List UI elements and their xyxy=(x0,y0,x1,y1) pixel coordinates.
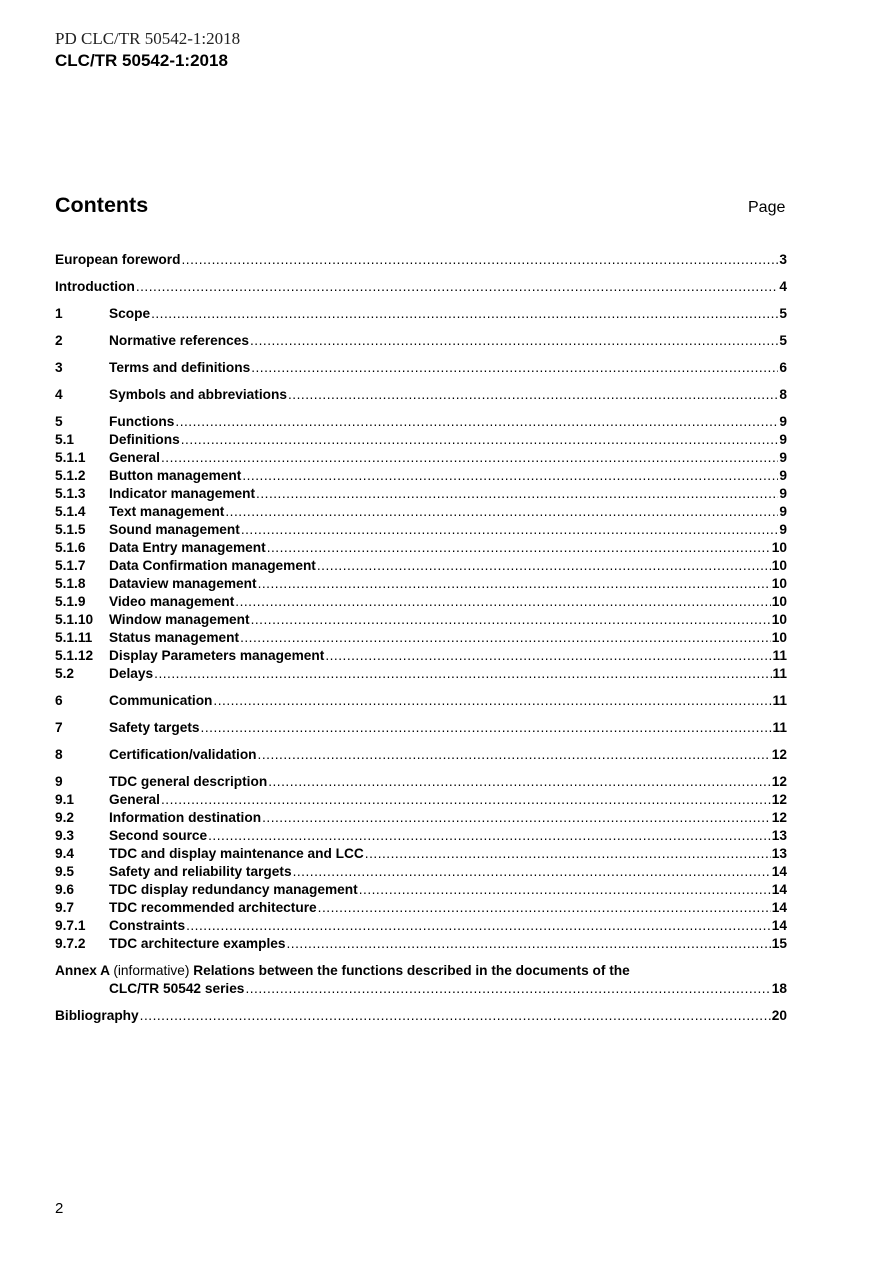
toc-entry-number: 5.1.2 xyxy=(55,468,86,483)
toc-entry-title: Normative references xyxy=(109,333,249,348)
toc-entry-number: 5 xyxy=(55,414,63,429)
toc-entry-page-number: 3 xyxy=(779,252,787,267)
toc-entry-page-number: 10 xyxy=(771,612,787,627)
toc-entry-page-number: 9 xyxy=(779,486,787,501)
toc-entry-number: 5.1.11 xyxy=(55,630,93,645)
toc-entry-title: Definitions xyxy=(109,432,180,447)
toc-entry xyxy=(55,332,787,350)
toc-entry xyxy=(55,899,787,917)
toc-entry xyxy=(55,557,787,575)
toc-entry-number: 9.4 xyxy=(55,846,75,861)
toc-entry-page-number: 14 xyxy=(771,918,787,933)
toc-entry-number: 5.1.5 xyxy=(55,522,86,537)
header-standard-id: CLC/TR 50542-1:2018 xyxy=(55,51,228,70)
toc-entry-page-number: 13 xyxy=(771,846,787,861)
toc-entry-page-number: 6 xyxy=(779,360,787,375)
bibliography-title: Bibliography xyxy=(55,1008,139,1023)
dot-leader xyxy=(256,485,778,503)
toc-entry-title: Sound management xyxy=(109,522,240,537)
toc-entry xyxy=(55,629,787,647)
annex-title-line2: CLC/TR 50542 series xyxy=(109,981,245,996)
toc-entry-page-number: 12 xyxy=(771,774,787,789)
toc-entry xyxy=(55,413,787,431)
dot-leader xyxy=(213,692,771,710)
dot-leader xyxy=(181,251,778,269)
dot-leader xyxy=(201,719,772,737)
toc-entry xyxy=(55,359,787,377)
toc-entry-title: TDC architecture examples xyxy=(109,936,286,951)
annex-label: Annex A xyxy=(55,963,110,978)
toc-entry-number: 5.1.6 xyxy=(55,540,86,555)
toc-entry-page-number: 11 xyxy=(772,693,787,708)
toc-entry xyxy=(55,791,787,809)
toc-entry-page-number: 9 xyxy=(779,450,787,465)
toc-entry-title: Second source xyxy=(109,828,208,843)
dot-leader xyxy=(258,575,771,593)
toc-entry-title: European foreword xyxy=(55,252,181,267)
toc-entry xyxy=(55,692,787,710)
toc-entry xyxy=(55,575,787,593)
toc-entry xyxy=(55,521,787,539)
dot-leader xyxy=(287,935,771,953)
toc-entry xyxy=(55,845,787,863)
dot-leader xyxy=(318,899,771,917)
dot-leader xyxy=(151,305,778,323)
toc-entry-title: Button management xyxy=(109,468,242,483)
toc-entry-page-number: 14 xyxy=(771,900,787,915)
page-column-label: Page xyxy=(748,199,786,216)
toc-entry-title: TDC and display maintenance and LCC xyxy=(109,846,364,861)
toc-entry xyxy=(55,251,787,269)
toc-entry-page-number: 12 xyxy=(771,747,787,762)
toc-entry-number: 5.1.9 xyxy=(55,594,86,609)
toc-entry-number: 9.7 xyxy=(55,900,75,915)
toc-entry-title: General xyxy=(109,792,160,807)
dot-leader xyxy=(250,332,778,350)
toc-entry-title: Display Parameters management xyxy=(109,648,325,663)
dot-leader xyxy=(359,881,771,899)
toc-entry-page-number: 12 xyxy=(771,810,787,825)
toc-entry-number: 4 xyxy=(55,387,63,402)
toc-entry-page-number: 10 xyxy=(771,576,787,591)
toc-annex-line1 xyxy=(55,962,630,980)
toc-entry-page-number: 9 xyxy=(779,504,787,519)
toc-entry-number: 9.5 xyxy=(55,864,75,879)
dot-leader xyxy=(317,557,771,575)
dot-leader xyxy=(181,431,779,449)
dot-leader xyxy=(208,827,771,845)
toc-entry-number: 9.1 xyxy=(55,792,75,807)
toc-entry-title: General xyxy=(109,450,160,465)
toc-entry-page-number: 15 xyxy=(771,936,787,951)
dot-leader xyxy=(140,1007,771,1025)
annex-title-line1: Relations between the functions described in the documents of the xyxy=(193,963,630,978)
toc-entry-number: 9.3 xyxy=(55,828,75,843)
toc-entry-title: Information destination xyxy=(109,810,262,825)
annex-qualifier: (informative) xyxy=(113,963,190,978)
toc-entry xyxy=(55,431,787,449)
header-document-id: PD CLC/TR 50542-1:2018 xyxy=(55,29,241,48)
toc-entry-title: Communication xyxy=(109,693,213,708)
toc-entry xyxy=(55,485,787,503)
toc-entry-title: Certification/validation xyxy=(109,747,257,762)
dot-leader xyxy=(262,809,771,827)
toc-entry xyxy=(55,278,787,296)
dot-leader xyxy=(161,791,771,809)
toc-entry xyxy=(55,935,787,953)
toc-entry-page-number: 9 xyxy=(779,414,787,429)
toc-entry-page-number: 11 xyxy=(772,666,787,681)
toc-entry xyxy=(55,539,787,557)
dot-leader xyxy=(235,593,771,611)
toc-entry-title: TDC general description xyxy=(109,774,268,789)
toc-entry xyxy=(55,467,787,485)
toc-entry-number: 2 xyxy=(55,333,63,348)
toc-entry-number: 5.1 xyxy=(55,432,75,447)
toc-entry-number: 6 xyxy=(55,693,63,708)
toc-entry-number: 9 xyxy=(55,774,63,789)
toc-entry-title: Safety targets xyxy=(109,720,200,735)
toc-entry-page-number: 8 xyxy=(779,387,787,402)
toc-entry-page-number: 5 xyxy=(779,333,787,348)
dot-leader xyxy=(240,629,771,647)
toc-entry xyxy=(55,647,787,665)
toc-entry-number: 1 xyxy=(55,306,63,321)
toc-entry-number: 5.2 xyxy=(55,666,75,681)
dot-leader xyxy=(225,503,778,521)
dot-leader xyxy=(251,359,778,377)
toc-entry-number: 8 xyxy=(55,747,63,762)
toc-entry-page-number: 9 xyxy=(779,468,787,483)
toc-entry-title: Symbols and abbreviations xyxy=(109,387,287,402)
toc-entry xyxy=(55,593,787,611)
dot-leader xyxy=(241,521,779,539)
dot-leader xyxy=(175,413,778,431)
toc-entry xyxy=(55,305,787,323)
toc-entry xyxy=(55,386,787,404)
toc-entry-page-number: 4 xyxy=(779,279,787,294)
toc-entry-number: 5.1.8 xyxy=(55,576,86,591)
toc-entry-number: 5.1.10 xyxy=(55,612,94,627)
toc-entry-title: Scope xyxy=(109,306,151,321)
toc-entry xyxy=(55,503,787,521)
toc-entry-page-number: 9 xyxy=(779,432,787,447)
dot-leader xyxy=(251,611,771,629)
toc-entry-page-number: 5 xyxy=(779,306,787,321)
toc-entry xyxy=(55,611,787,629)
toc-entry xyxy=(55,773,787,791)
toc-entry-number: 9.6 xyxy=(55,882,75,897)
toc-entry-number: 5.1.3 xyxy=(55,486,86,501)
toc-entry-number: 3 xyxy=(55,360,63,375)
dot-leader xyxy=(268,773,771,791)
dot-leader xyxy=(154,665,771,683)
toc-entry-page-number: 11 xyxy=(772,720,787,735)
dot-leader xyxy=(293,863,771,881)
toc-entry xyxy=(55,827,787,845)
toc-entry xyxy=(55,863,787,881)
dot-leader xyxy=(136,278,779,296)
toc-entry-page-number: 10 xyxy=(771,540,787,555)
toc-entry-title: Introduction xyxy=(55,279,135,294)
dot-leader xyxy=(288,386,778,404)
dot-leader xyxy=(267,539,771,557)
toc-entry xyxy=(55,881,787,899)
toc-entry-number: 9.2 xyxy=(55,810,75,825)
toc-entry-title: Video management xyxy=(109,594,235,609)
toc-entry-title: Data Entry management xyxy=(109,540,266,555)
toc-entry-title: Data Confirmation management xyxy=(109,558,316,573)
page-title: Contents xyxy=(55,193,149,217)
toc-entry-number: 5.1.4 xyxy=(55,504,86,519)
toc-entry-title: Dataview management xyxy=(109,576,257,591)
toc-entry-page-number: 10 xyxy=(771,594,787,609)
toc-entry-page-number: 14 xyxy=(771,864,787,879)
toc-entry-page-number: 14 xyxy=(771,882,787,897)
toc-entry-page-number: 9 xyxy=(779,522,787,537)
toc-entry xyxy=(55,449,787,467)
toc-entry-title: Terms and definitions xyxy=(109,360,251,375)
toc-entry-number: 5.1.7 xyxy=(55,558,86,573)
toc-entry-title: Status management xyxy=(109,630,240,645)
dot-leader xyxy=(365,845,771,863)
dot-leader xyxy=(258,746,771,764)
dot-leader xyxy=(186,917,771,935)
toc-entry-page-number: 10 xyxy=(771,558,787,573)
page-number: 2 xyxy=(55,1200,64,1217)
toc-entry-title: Delays xyxy=(109,666,154,681)
toc-entry-number: 9.7.2 xyxy=(55,936,86,951)
toc-entry xyxy=(55,917,787,935)
toc-entry-page-number: 13 xyxy=(771,828,787,843)
toc-entry-title: Indicator management xyxy=(109,486,256,501)
dot-leader xyxy=(242,467,778,485)
toc-entry-number: 7 xyxy=(55,720,63,735)
toc-entry-title: TDC recommended architecture xyxy=(109,900,317,915)
toc-entry xyxy=(55,746,787,764)
dot-leader xyxy=(161,449,778,467)
toc-entry-title: Functions xyxy=(109,414,175,429)
toc-entry xyxy=(55,665,787,683)
bibliography-page-number: 20 xyxy=(771,1008,787,1023)
toc-entry-title: TDC display redundancy management xyxy=(109,882,358,897)
toc-entry-title: Window management xyxy=(109,612,250,627)
toc-entry xyxy=(55,809,787,827)
toc-entry-page-number: 12 xyxy=(771,792,787,807)
toc-entry-bibliography xyxy=(55,1007,787,1025)
dot-leader xyxy=(245,980,770,998)
toc-entry xyxy=(55,719,787,737)
toc-entry-title: Safety and reliability targets xyxy=(109,864,292,879)
toc-entry-title: Text management xyxy=(109,504,225,519)
toc-annex-line2 xyxy=(55,980,787,998)
toc-entry-page-number: 10 xyxy=(771,630,787,645)
toc-entry-number: 5.1.1 xyxy=(55,450,86,465)
dot-leader xyxy=(325,647,771,665)
toc-entry-number: 5.1.12 xyxy=(55,648,94,663)
toc-entry-number: 9.7.1 xyxy=(55,918,86,933)
annex-page-number: 18 xyxy=(771,981,787,996)
toc-entry-title: Constraints xyxy=(109,918,186,933)
toc-entry-page-number: 11 xyxy=(772,648,787,663)
